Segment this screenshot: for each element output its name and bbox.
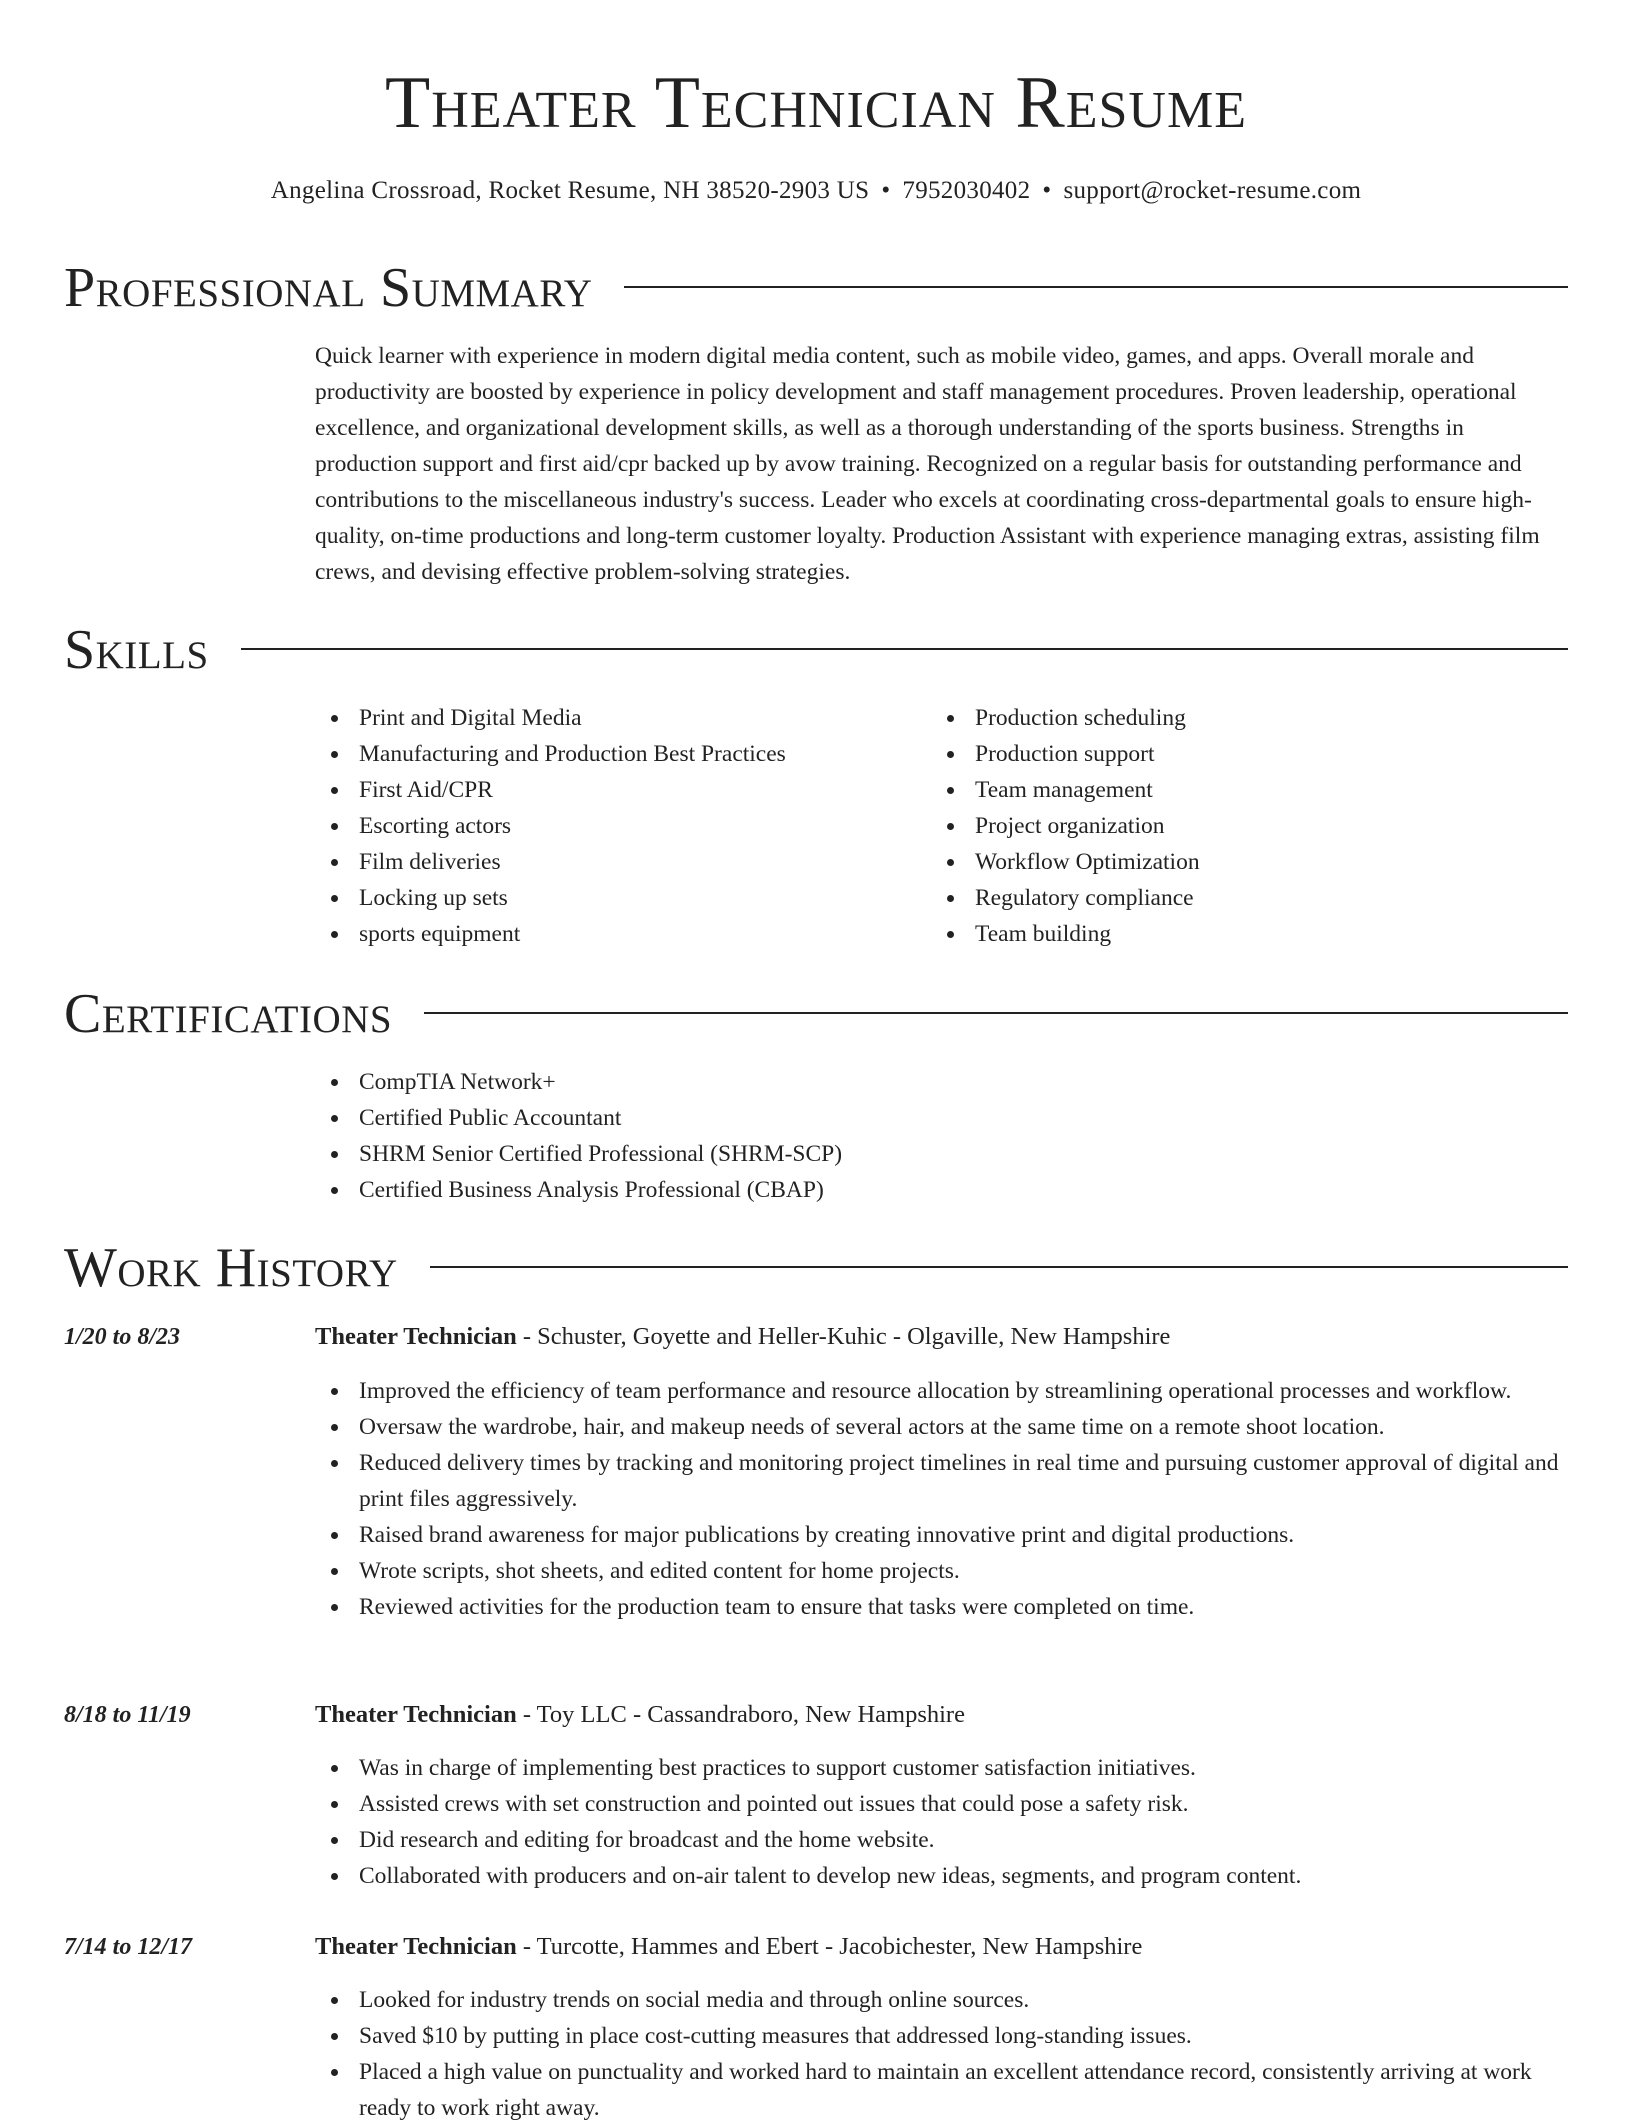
job-bullet: Wrote scripts, shot sheets, and edited content for home projects. [315, 1553, 1568, 1589]
work-heading: Work History [64, 1237, 398, 1299]
certification-item: Certified Public Accountant [315, 1100, 1568, 1136]
job-bullet: Was in charge of implementing best practices to support customer satisfaction initiatives. [315, 1750, 1568, 1786]
job-bullet-list [315, 1750, 1568, 1894]
summary-heading: Professional Summary [64, 257, 593, 319]
summary-body [315, 338, 1568, 590]
job-bullet: Improved the efficiency of team performance and resource allocation by streamlining operational processes and workflow. [315, 1373, 1568, 1409]
job-details: - Toy LLC - Cassandraboro, New Hampshire [516, 1701, 965, 1728]
job-header [315, 1319, 1170, 1355]
section-divider [424, 1012, 1568, 1014]
job-header [315, 1697, 965, 1733]
job-dates: 1/20 to 8/23 [64, 1324, 181, 1350]
skill-item: sports equipment [315, 916, 931, 952]
job-bullet: Collaborated with producers and on-air talent to develop new ideas, segments, and program content. [315, 1858, 1568, 1894]
skills-list-left [315, 700, 931, 952]
skill-item: Print and Digital Media [315, 700, 931, 736]
job-bullet: Did research and editing for broadcast and the home website. [315, 1822, 1568, 1858]
contact-phone: 7952030402 [902, 177, 1031, 204]
section-divider [430, 1266, 1568, 1268]
certification-item: Certified Business Analysis Professional (CBAP) [315, 1172, 1568, 1208]
skill-item: First Aid/CPR [315, 772, 931, 808]
contact-address: Angelina Crossroad, Rocket Resume, NH 38520-2903 US [270, 177, 870, 204]
job-bullet: Reviewed activities for the production team to ensure that tasks were completed on time. [315, 1589, 1568, 1625]
contact-separator: • [881, 177, 891, 204]
job-role: Theater Technician [315, 1323, 517, 1350]
section-divider [241, 648, 1568, 650]
certification-item: CompTIA Network+ [315, 1064, 1568, 1100]
skill-item: Manufacturing and Production Best Practices [315, 736, 931, 772]
skill-item: Locking up sets [315, 880, 931, 916]
job-role: Theater Technician [315, 1701, 517, 1728]
contact-separator: • [1042, 177, 1052, 204]
certifications-heading: Certifications [64, 983, 393, 1045]
job-bullet: Saved $10 by putting in place cost-cutting measures that addressed long-standing issues. [315, 2018, 1568, 2054]
skill-item: Team management [931, 772, 1547, 808]
work-section-header [64, 1236, 1568, 1300]
skill-item: Production scheduling [931, 700, 1547, 736]
skills-list-right [931, 700, 1547, 952]
job-bullet: Placed a high value on punctuality and worked hard to maintain an excellent attendance record, consistently arriving at work ready to work right away. [315, 2054, 1568, 2126]
contact-email[interactable]: support@rocket-resume.com [1063, 177, 1362, 204]
job-bullet-list [315, 1373, 1568, 1625]
job-bullet: Assisted crews with set construction and pointed out issues that could pose a safety risk. [315, 1786, 1568, 1822]
summary-section-header [64, 256, 1568, 320]
certifications-section-header [64, 982, 1568, 1046]
job-details: - Turcotte, Hammes and Ebert - Jacobichester, New Hampshire [516, 1933, 1143, 1960]
job-role: Theater Technician [315, 1933, 517, 1960]
skills-section-header [64, 618, 1568, 682]
skill-item: Project organization [931, 808, 1547, 844]
job-bullet: Looked for industry trends on social media and through online sources. [315, 1982, 1568, 2018]
job-header [315, 1929, 1142, 1965]
resume-title: Theater Technician Resume [385, 62, 1247, 144]
skills-heading: Skills [64, 619, 209, 681]
job-details: - Schuster, Goyette and Heller-Kuhic - Olgaville, New Hampshire [516, 1323, 1171, 1350]
skill-item: Escorting actors [315, 808, 931, 844]
skill-item: Regulatory compliance [931, 880, 1547, 916]
job-dates: 7/14 to 12/17 [64, 1934, 193, 1960]
skills-body [315, 700, 1568, 952]
skill-item: Team building [931, 916, 1547, 952]
certifications-list [315, 1064, 1568, 1208]
skill-item: Production support [931, 736, 1547, 772]
summary-text: Quick learner with experience in modern digital media content, such as mobile video, games, and apps. Overall morale and productivity are boosted by experience in policy development and staff management procedures. Proven leadership, operational excellence, and organizational development skills, as well as a thorough understanding of the sports business. Strengths in production support and first aid/cpr backed up by avow training. Recognized on a regular basis for outstanding performance and contributions to the miscellaneous industry's success. Leader who excels at coordinating cross-departmental goals to ensure high-quality, on-time productions and long-term customer loyalty. Production Assistant with experience managing extras, assisting film crews, and devising effective problem-solving strategies. [315, 343, 1540, 585]
job-dates: 8/18 to 11/19 [64, 1702, 191, 1728]
job-bullet: Oversaw the wardrobe, hair, and makeup needs of several actors at the same time on a remote shoot location. [315, 1409, 1568, 1445]
job-bullet: Reduced delivery times by tracking and monitoring project timelines in real time and pursuing customer approval of digital and print files aggressively. [315, 1445, 1568, 1517]
contact-line [64, 174, 1568, 208]
job-bullet: Raised brand awareness for major publications by creating innovative print and digital productions. [315, 1517, 1568, 1553]
certifications-body [315, 1064, 1568, 1208]
skill-item: Film deliveries [315, 844, 931, 880]
job-bullet-list [315, 1982, 1568, 2126]
section-divider [624, 286, 1568, 288]
skill-item: Workflow Optimization [931, 844, 1547, 880]
certification-item: SHRM Senior Certified Professional (SHRM-SCP) [315, 1136, 1568, 1172]
